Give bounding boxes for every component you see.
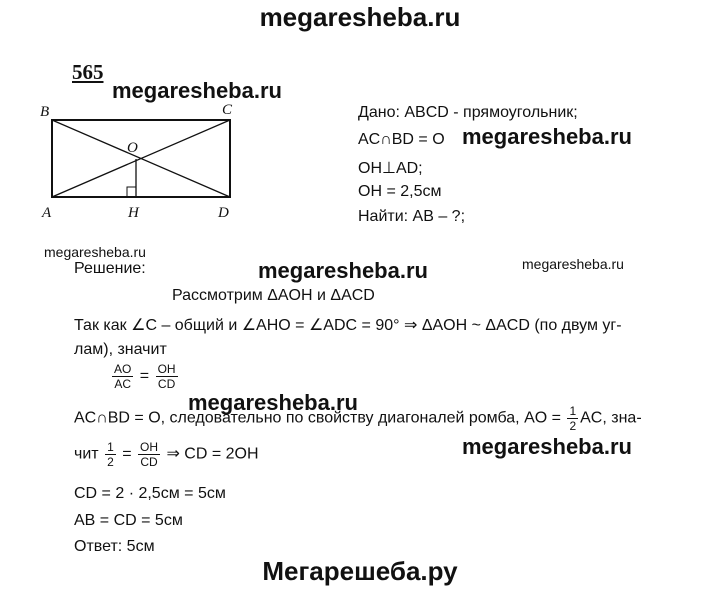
solution-line-2: лам), значит [74,341,167,358]
line4-text: чит [74,445,99,463]
label-d: D [218,205,229,221]
solution-line-6: AB = CD = 5см [74,512,183,529]
watermark-given: megaresheba.ru [462,124,632,149]
fraction-numerator: 1 [569,404,577,418]
fraction-denominator: CD [140,455,158,469]
fraction-oh-cd-b [138,440,160,469]
watermark-right-small: megaresheba.ru [522,256,624,272]
consider-line: Рассмотрим ΔAOH и ΔACD [172,287,375,304]
fraction-numerator: OH [140,440,158,454]
label-o: O [127,140,138,156]
fraction-one-half [567,404,578,433]
label-c: C [222,102,233,118]
given-line-4: OH = 2,5см [358,183,442,200]
watermark-left-small: megaresheba.ru [44,244,146,260]
fraction-denominator: 2 [569,419,577,433]
watermark-solution: megaresheba.ru [258,258,428,283]
line3-tail: AC, зна- [580,409,642,427]
problem-number: 565 [72,60,104,84]
fraction-one-half-b [105,440,116,469]
label-h: H [128,205,139,221]
given-line-2: AC∩BD = O [358,131,445,148]
solution-line-3 [74,404,642,433]
rectangle-figure [30,98,260,223]
fraction-denominator: CD [157,377,176,391]
given-line-1: Дано: ABCD - прямоугольник; [358,104,578,121]
solution-line-5: CD = 2 · 2,5см = 5см [74,485,226,502]
watermark-middle: megaresheba.ru [188,390,358,415]
fraction-denominator: 2 [107,455,114,469]
line3-text: AC∩BD = O, следовательно по свойству диагоналей ромба, AO = [74,409,561,427]
solution-line-4 [74,440,259,469]
fraction-numerator: 1 [107,440,114,454]
solution-line-1: Так как ∠C – общий и ∠AHO = ∠ADC = 90° ⇒ ΔAOH ~ ΔACD (по двум уг- [74,317,622,334]
given-line-3: OH⊥AD; [358,160,423,177]
equals-sign: = [139,367,150,385]
solution-heading: Решение: [74,260,146,277]
fraction-denominator: AC [114,377,131,391]
given-line-5: Найти: AB – ?; [358,208,466,225]
watermark-near-number: megaresheba.ru [112,78,282,103]
watermark-bottom: Мегарешеба.ру [262,556,458,586]
fraction-numerator: OH [157,362,176,376]
fraction-oh-cd [156,362,178,391]
fraction-ao-ac [112,362,133,391]
ratio-equation [110,362,180,391]
label-b: B [40,104,50,120]
watermark-top: megaresheba.ru [259,2,461,32]
watermark-right-mid: megaresheba.ru [462,434,632,459]
equals-sign: = [122,445,132,463]
right-angle-mark [127,187,136,197]
line4-tail: ⇒ CD = 2OH [166,445,259,463]
answer-line: Ответ: 5см [74,538,155,555]
fraction-numerator: AO [114,362,132,376]
label-a: A [42,205,52,221]
